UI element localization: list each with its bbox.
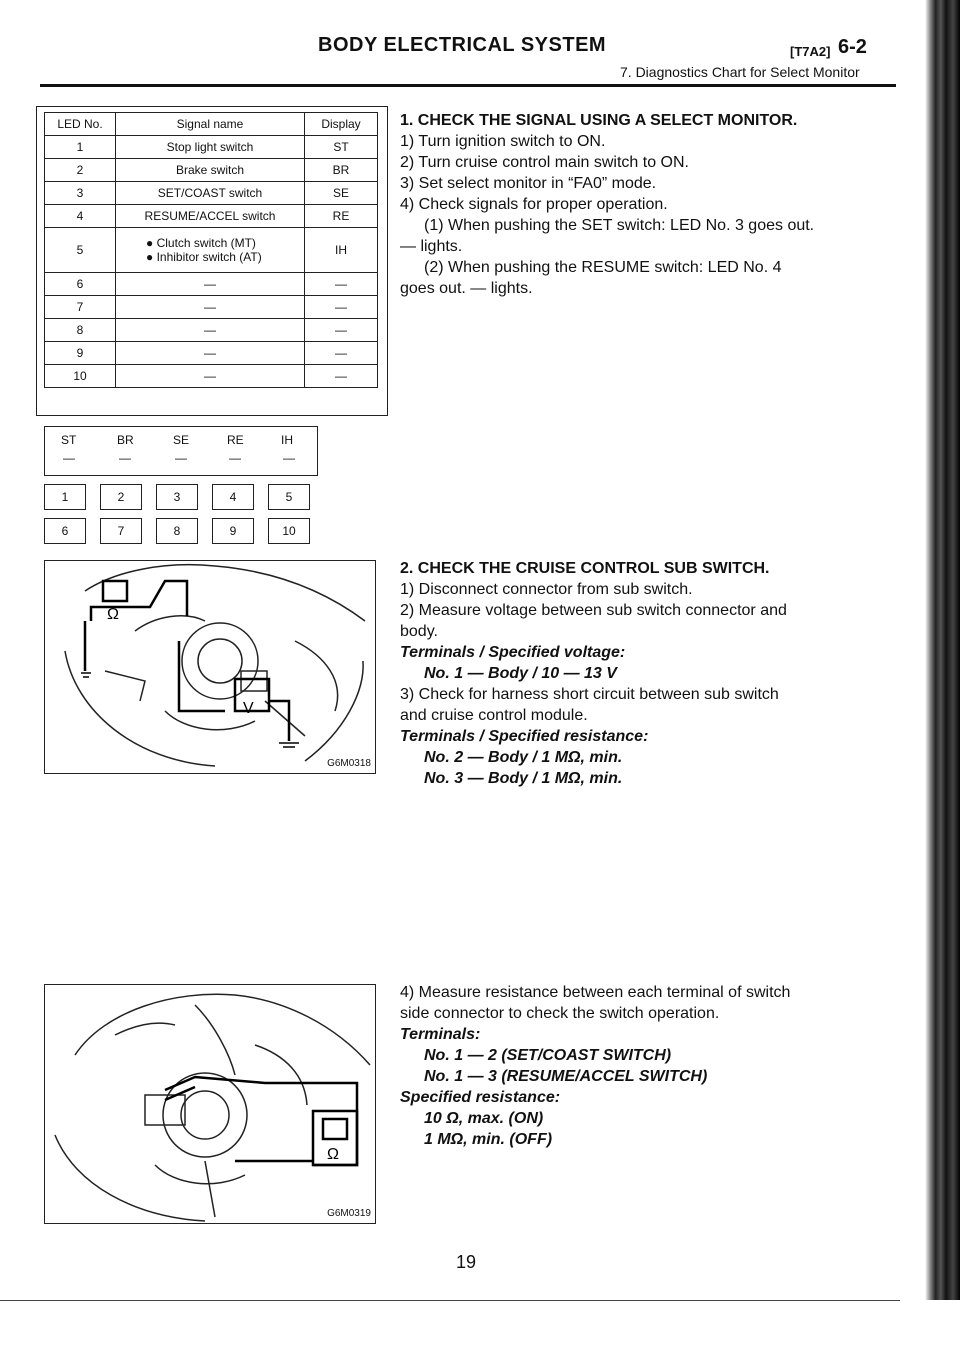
cell: SE (305, 182, 378, 205)
cell: RESUME/ACCEL switch (116, 205, 305, 228)
cell: IH (305, 228, 378, 273)
monitor-dash: — (119, 451, 131, 465)
step: 1) Turn ignition switch to ON. (400, 133, 606, 150)
monitor-label: BR (117, 433, 134, 447)
led-table (44, 112, 378, 388)
spec-title: Specified resistance: (400, 1089, 561, 1106)
table-row (45, 342, 378, 365)
cell: 9 (45, 342, 116, 365)
section-heading: 1. CHECK THE SIGNAL USING A SELECT MONITOR. (400, 112, 798, 129)
section-1 (400, 110, 900, 299)
step: 3) Check for harness short circuit between sub switch (400, 686, 779, 703)
table-row (45, 296, 378, 319)
sub-step: (2) When pushing the RESUME switch: LED No. 4 (424, 259, 782, 276)
cell: — (305, 319, 378, 342)
spec-value: No. 2 — Body / 1 MΩ, min. (424, 749, 623, 766)
monitor-label: SE (173, 433, 190, 447)
table-row (45, 319, 378, 342)
spec-title: Terminals / Specified resistance: (400, 728, 649, 745)
figure-voltage-check (44, 560, 376, 774)
volt-symbol: V (243, 700, 254, 717)
sub-step-cont: goes out. — lights. (400, 280, 533, 297)
monitor-label: IH (281, 433, 293, 447)
col-signal-name: Signal name (116, 113, 305, 136)
step: 2) Turn cruise control main switch to ON. (400, 154, 689, 171)
cell: 8 (45, 319, 116, 342)
table-row (45, 182, 378, 205)
step: 3) Set select monitor in “FA0” mode. (400, 175, 657, 192)
cell: 10 (45, 365, 116, 388)
spec-value: 10 Ω, max. (ON) (424, 1110, 544, 1127)
monitor-dash: — (229, 451, 241, 465)
spec-value: No. 3 — Body / 1 MΩ, min. (424, 770, 623, 787)
key-1: 1 (44, 484, 86, 510)
col-led-no: LED No. (45, 113, 116, 136)
cell: 7 (45, 296, 116, 319)
spec-title: Terminals: (400, 1026, 481, 1043)
monitor-dash: — (175, 451, 187, 465)
step: 1) Disconnect connector from sub switch. (400, 581, 693, 598)
spec-value: No. 1 — Body / 10 — 13 V (424, 665, 617, 682)
step: 4) Measure resistance between each terminal of switch (400, 984, 791, 1001)
step: 2) Measure voltage between sub switch connector and (400, 602, 787, 619)
cell: — (305, 273, 378, 296)
cell-line: ● Clutch switch (MT) (146, 236, 256, 250)
table-row (45, 205, 378, 228)
page-ref: 6-2 (838, 36, 867, 58)
cell: — (305, 296, 378, 319)
section-heading: 2. CHECK THE CRUISE CONTROL SUB SWITCH. (400, 560, 770, 577)
monitor-dash: — (283, 451, 295, 465)
spec-value: No. 1 — 3 (RESUME/ACCEL SWITCH) (424, 1068, 708, 1085)
cell: 5 (45, 228, 116, 273)
section-code: [T7A2] (790, 44, 831, 59)
cell: 2 (45, 159, 116, 182)
monitor-dash: — (63, 451, 75, 465)
cell: — (116, 342, 305, 365)
cell: Brake switch (116, 159, 305, 182)
header-rule (40, 84, 896, 87)
key-5: 5 (268, 484, 310, 510)
step-cont: and cruise control module. (400, 707, 588, 724)
cell: — (116, 365, 305, 388)
cell: — (116, 319, 305, 342)
binding-edge (925, 0, 960, 1300)
key-10: 10 (268, 518, 310, 544)
table-header-row (45, 113, 378, 136)
cell: — (116, 273, 305, 296)
cell: — (305, 365, 378, 388)
table-row (45, 136, 378, 159)
table-row (45, 273, 378, 296)
cell: Stop light switch (116, 136, 305, 159)
key-9: 9 (212, 518, 254, 544)
key-8: 8 (156, 518, 198, 544)
section-2 (400, 558, 900, 789)
page-number: 19 (456, 1252, 477, 1272)
monitor-label: ST (61, 433, 77, 447)
monitor-label: RE (227, 433, 244, 447)
cell: RE (305, 205, 378, 228)
step-cont: body. (400, 623, 438, 640)
cell: 6 (45, 273, 116, 296)
cell: 3 (45, 182, 116, 205)
table-row (45, 365, 378, 388)
figure-id-2: G6M0319 (327, 1208, 371, 1219)
cell: ST (305, 136, 378, 159)
figure-id: G6M0318 (327, 758, 371, 769)
section-3 (400, 982, 900, 1150)
step: 4) Check signals for proper operation. (400, 196, 668, 213)
cell: SET/COAST switch (116, 182, 305, 205)
figure-resistance-check (44, 984, 376, 1224)
ohm-symbol-2: Ω (327, 1146, 339, 1163)
spec-value: No. 1 — 2 (SET/COAST SWITCH) (424, 1047, 672, 1064)
col-display: Display (305, 113, 378, 136)
table-row (45, 228, 378, 273)
sub-step-cont: — lights. (400, 238, 463, 255)
ohm-symbol: Ω (107, 606, 119, 623)
steering-wheel-illustration-2 (45, 985, 375, 1223)
cell (116, 228, 305, 273)
steering-wheel-illustration (45, 561, 375, 773)
key-4: 4 (212, 484, 254, 510)
spec-value: 1 MΩ, min. (OFF) (424, 1131, 553, 1148)
cell: — (116, 296, 305, 319)
cell: — (305, 342, 378, 365)
key-2: 2 (100, 484, 142, 510)
key-6: 6 (44, 518, 86, 544)
cell-line: ● Inhibitor switch (AT) (146, 250, 262, 264)
table-row (45, 159, 378, 182)
cell: 1 (45, 136, 116, 159)
select-monitor-display (44, 426, 318, 476)
sub-step: (1) When pushing the SET switch: LED No. 3 goes out. (424, 217, 815, 234)
page-subtitle: 7. Diagnostics Chart for Select Monitor (620, 64, 860, 80)
cell: 4 (45, 205, 116, 228)
step-cont: side connector to check the switch operation. (400, 1005, 720, 1022)
page-title: BODY ELECTRICAL SYSTEM (318, 34, 607, 56)
key-3: 3 (156, 484, 198, 510)
key-7: 7 (100, 518, 142, 544)
spec-title: Terminals / Specified voltage: (400, 644, 626, 661)
cell: BR (305, 159, 378, 182)
footer-rule (0, 1300, 900, 1301)
